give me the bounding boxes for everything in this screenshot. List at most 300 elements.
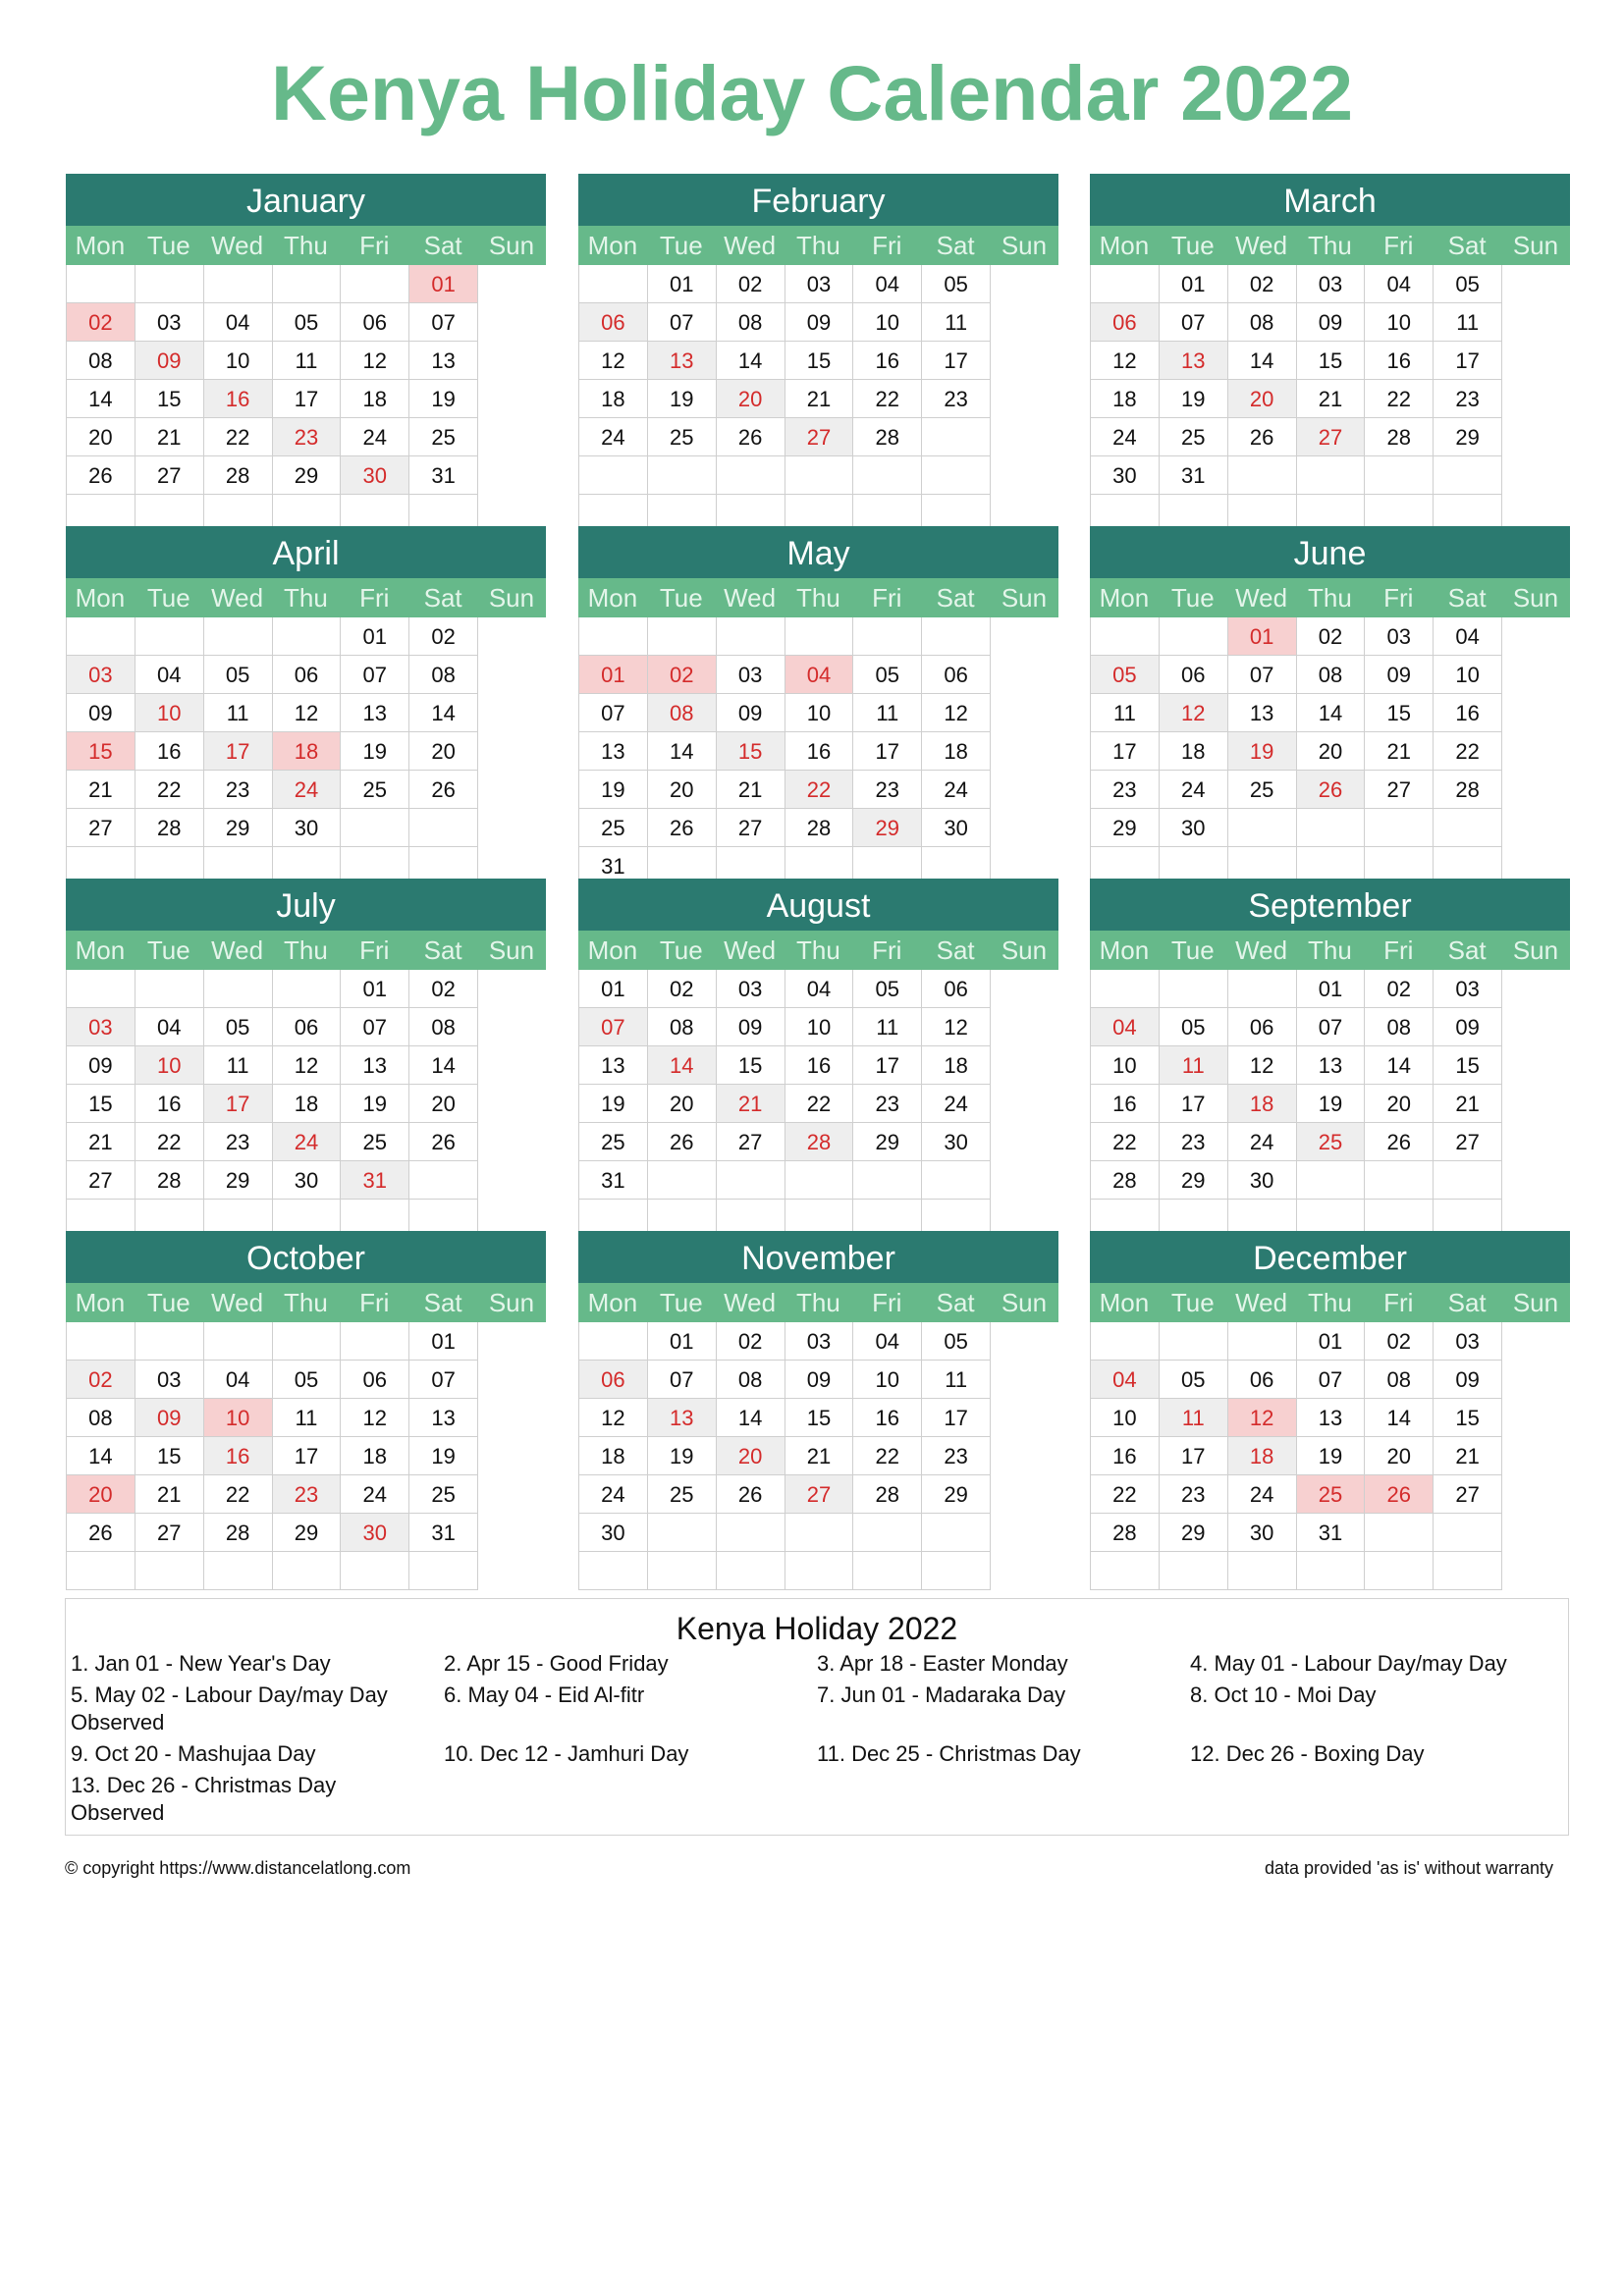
day-cell: 16 [1365,342,1434,380]
day-cell: 01 [409,265,478,303]
day-cell: 06 [273,1008,342,1046]
day-cell: 02 [67,1361,135,1399]
day-cell: 20 [1365,1437,1434,1475]
day-cell: 29 [204,1161,273,1200]
day-cell: 13 [341,694,409,732]
empty-day-cell [785,617,854,656]
empty-day-cell [1365,1161,1434,1200]
day-cell: 18 [341,1437,409,1475]
day-cell: 14 [1365,1399,1434,1437]
empty-day-cell [1228,1552,1297,1590]
day-grid [1090,265,1570,533]
weekday-label: Thu [1308,1288,1352,1317]
empty-day-cell [1091,617,1160,656]
day-cell: 29 [1160,1514,1228,1552]
weekday-label: Wed [1235,583,1288,613]
day-cell: 11 [853,1008,922,1046]
empty-day-cell [135,265,204,303]
day-cell: 06 [1091,303,1160,342]
empty-day-cell [1365,809,1434,847]
empty-day-cell [1434,1161,1502,1200]
day-cell: 06 [579,1361,648,1399]
empty-day-cell [1228,970,1297,1008]
day-cell: 06 [341,303,409,342]
weekday-label: Wed [1235,231,1288,260]
day-cell: 29 [273,1514,342,1552]
day-cell: 08 [1228,303,1297,342]
day-cell: 16 [785,1046,854,1085]
month-name: June [1090,526,1570,578]
day-cell: 05 [1434,265,1502,303]
day-cell: 09 [1297,303,1366,342]
day-cell: 24 [273,1123,342,1161]
day-cell: 28 [1434,771,1502,809]
day-cell: 19 [579,1085,648,1123]
empty-day-cell [922,1514,991,1552]
weekday-header [66,578,546,617]
empty-day-cell [1160,970,1228,1008]
day-cell: 10 [204,342,273,380]
day-cell: 08 [717,303,785,342]
day-cell: 24 [1228,1123,1297,1161]
day-cell: 03 [1365,617,1434,656]
day-cell: 19 [648,380,717,418]
day-cell: 08 [1365,1008,1434,1046]
day-cell: 30 [922,809,991,847]
empty-day-cell [1160,1552,1228,1590]
day-cell: 07 [579,694,648,732]
day-cell: 13 [648,1399,717,1437]
day-cell: 26 [409,1123,478,1161]
day-cell: 12 [1160,694,1228,732]
month-april [66,526,546,885]
day-cell: 17 [853,1046,922,1085]
holiday-list-panel [65,1598,1569,1836]
day-cell: 20 [648,771,717,809]
day-cell: 27 [1297,418,1366,456]
day-cell: 06 [273,656,342,694]
day-cell: 01 [579,656,648,694]
day-cell: 10 [135,694,204,732]
weekday-label: Sun [1512,1288,1559,1317]
day-cell: 07 [1297,1008,1366,1046]
day-cell: 01 [341,617,409,656]
day-cell: 22 [853,1437,922,1475]
day-cell: 20 [717,380,785,418]
day-cell: 22 [1091,1123,1160,1161]
day-cell: 12 [1091,342,1160,380]
day-cell: 18 [1228,1437,1297,1475]
day-cell: 06 [1228,1008,1297,1046]
weekday-label: Tue [146,231,190,260]
day-cell: 02 [67,303,135,342]
weekday-label: Wed [211,583,264,613]
day-cell: 02 [1228,265,1297,303]
day-cell: 01 [409,1322,478,1361]
day-cell: 05 [273,303,342,342]
weekday-label: Sun [1512,583,1559,613]
day-cell: 16 [204,380,273,418]
day-cell: 26 [409,771,478,809]
weekday-label: Thu [1308,935,1352,965]
weekday-label: Sun [1512,935,1559,965]
day-cell: 21 [717,771,785,809]
day-cell: 22 [204,418,273,456]
day-cell: 04 [1091,1008,1160,1046]
weekday-label: Mon [587,583,638,613]
weekday-header [578,931,1058,970]
day-cell: 03 [135,303,204,342]
day-cell: 07 [409,1361,478,1399]
weekday-header [66,1283,546,1322]
day-cell: 07 [1297,1361,1366,1399]
day-cell: 16 [135,732,204,771]
month-january [66,174,546,533]
day-cell: 03 [785,1322,854,1361]
empty-day-cell [1434,809,1502,847]
day-cell: 25 [1228,771,1297,809]
weekday-label: Fri [1383,231,1414,260]
day-cell: 31 [341,1161,409,1200]
day-cell: 09 [717,694,785,732]
day-cell: 28 [204,456,273,495]
day-cell: 16 [1434,694,1502,732]
day-cell: 24 [1091,418,1160,456]
day-cell: 12 [579,342,648,380]
day-cell: 14 [717,342,785,380]
day-cell: 18 [579,1437,648,1475]
day-cell: 08 [67,1399,135,1437]
empty-day-cell [579,1552,648,1590]
month-november [578,1231,1058,1590]
month-name: April [66,526,546,578]
empty-day-cell [1365,1514,1434,1552]
weekday-label: Fri [872,1288,902,1317]
holiday-item: 4. May 01 - Labour Day/may Day [1190,1651,1507,1676]
weekday-label: Mon [587,935,638,965]
empty-day-cell [204,1322,273,1361]
day-cell: 23 [922,380,991,418]
day-cell: 04 [204,1361,273,1399]
day-cell: 30 [1228,1514,1297,1552]
weekday-label: Thu [796,583,840,613]
weekday-label: Sat [1447,583,1487,613]
day-cell: 28 [853,418,922,456]
day-cell: 13 [1297,1399,1366,1437]
weekday-label: Tue [1170,583,1215,613]
day-cell: 20 [409,732,478,771]
day-cell: 06 [922,656,991,694]
day-cell: 16 [853,1399,922,1437]
day-cell: 31 [409,456,478,495]
weekday-label: Sun [1001,1288,1048,1317]
weekday-label: Sat [1447,935,1487,965]
weekday-label: Sat [423,231,462,260]
day-cell: 03 [67,656,135,694]
day-cell: 27 [135,1514,204,1552]
day-cell: 09 [1434,1361,1502,1399]
day-cell: 22 [1091,1475,1160,1514]
day-cell: 21 [135,1475,204,1514]
day-cell: 02 [409,617,478,656]
day-cell: 08 [409,1008,478,1046]
day-cell: 10 [785,694,854,732]
empty-day-cell [1091,1552,1160,1590]
empty-day-cell [648,1161,717,1200]
day-cell: 06 [579,303,648,342]
day-cell: 23 [853,1085,922,1123]
day-cell: 13 [579,732,648,771]
weekday-label: Tue [659,231,703,260]
day-grid [1090,970,1570,1238]
weekday-label: Wed [211,1288,264,1317]
empty-day-cell [1434,456,1502,495]
weekday-label: Fri [1383,935,1414,965]
day-cell: 18 [1228,1085,1297,1123]
empty-day-cell [273,1322,342,1361]
day-cell: 15 [67,732,135,771]
empty-day-cell [204,265,273,303]
day-cell: 17 [1160,1085,1228,1123]
weekday-label: Fri [359,583,390,613]
day-cell: 18 [1160,732,1228,771]
day-cell: 08 [1365,1361,1434,1399]
day-cell: 25 [579,809,648,847]
empty-day-cell [648,1514,717,1552]
page-title: Kenya Holiday Calendar 2022 [270,49,1354,136]
month-name: March [1090,174,1570,226]
day-cell: 24 [341,418,409,456]
weekday-label: Tue [1170,935,1215,965]
weekday-label: Mon [75,935,126,965]
day-cell: 05 [1160,1008,1228,1046]
day-cell: 01 [1228,617,1297,656]
day-cell: 22 [853,380,922,418]
weekday-label: Wed [724,935,777,965]
day-cell: 11 [204,1046,273,1085]
day-cell: 28 [1091,1514,1160,1552]
day-cell: 30 [1091,456,1160,495]
empty-day-cell [853,617,922,656]
empty-day-cell [1297,456,1366,495]
day-cell: 12 [1228,1399,1297,1437]
day-cell: 02 [648,970,717,1008]
disclaimer-text: data provided 'as is' without warranty [1264,1858,1553,1878]
day-cell: 12 [922,694,991,732]
day-cell: 09 [135,1399,204,1437]
day-cell: 01 [648,1322,717,1361]
day-cell: 07 [409,303,478,342]
day-cell: 03 [1434,970,1502,1008]
day-cell: 17 [853,732,922,771]
empty-day-cell [1365,1552,1434,1590]
day-cell: 05 [853,970,922,1008]
day-cell: 03 [1434,1322,1502,1361]
empty-day-cell [1228,809,1297,847]
weekday-label: Fri [1383,583,1414,613]
empty-day-cell [648,617,717,656]
day-cell: 13 [1297,1046,1366,1085]
day-cell: 17 [204,1085,273,1123]
day-cell: 18 [922,1046,991,1085]
day-cell: 25 [409,418,478,456]
month-december [1090,1231,1570,1590]
day-cell: 13 [409,1399,478,1437]
weekday-label: Fri [872,231,902,260]
day-cell: 30 [579,1514,648,1552]
empty-day-cell [785,1552,854,1590]
day-cell: 05 [1091,656,1160,694]
day-cell: 04 [135,1008,204,1046]
day-cell: 09 [67,694,135,732]
day-grid [1090,617,1570,885]
day-cell: 10 [135,1046,204,1085]
empty-day-cell [135,970,204,1008]
empty-day-cell [135,617,204,656]
day-cell: 18 [341,380,409,418]
copyright-text: © copyright https://www.distancelatlong.com [65,1858,411,1878]
empty-day-cell [67,1552,135,1590]
weekday-label: Sun [1001,231,1048,260]
empty-day-cell [922,1552,991,1590]
day-cell: 20 [67,418,135,456]
day-cell: 10 [204,1399,273,1437]
day-cell: 05 [853,656,922,694]
weekday-header [1090,226,1570,265]
weekday-label: Wed [724,1288,777,1317]
day-cell: 20 [409,1085,478,1123]
month-june [1090,526,1570,885]
empty-day-cell [579,456,648,495]
day-cell: 08 [409,656,478,694]
day-cell: 28 [1365,418,1434,456]
day-cell: 01 [1160,265,1228,303]
empty-day-cell [922,1161,991,1200]
empty-day-cell [341,265,409,303]
weekday-label: Mon [587,1288,638,1317]
day-cell: 16 [204,1437,273,1475]
day-cell: 13 [1228,694,1297,732]
day-cell: 26 [1365,1123,1434,1161]
day-cell: 31 [1297,1514,1366,1552]
day-cell: 31 [409,1514,478,1552]
weekday-header [578,578,1058,617]
day-cell: 22 [135,771,204,809]
day-grid [578,617,1058,885]
day-cell: 22 [785,1085,854,1123]
empty-day-cell [1297,809,1366,847]
day-cell: 15 [1434,1399,1502,1437]
empty-day-cell [648,456,717,495]
empty-day-cell [341,1552,409,1590]
month-name: October [66,1231,546,1283]
empty-day-cell [1228,456,1297,495]
weekday-label: Fri [1383,1288,1414,1317]
day-cell: 05 [204,656,273,694]
day-cell: 07 [579,1008,648,1046]
day-cell: 12 [579,1399,648,1437]
empty-day-cell [273,1552,342,1590]
day-cell: 15 [785,1399,854,1437]
holiday-list [71,1650,1563,1827]
day-cell: 05 [204,1008,273,1046]
weekday-label: Thu [796,231,840,260]
day-cell: 02 [1297,617,1366,656]
day-cell: 04 [1434,617,1502,656]
day-cell: 08 [648,694,717,732]
month-name: September [1090,879,1570,931]
weekday-label: Sun [488,935,535,965]
weekday-label: Mon [1099,935,1150,965]
weekday-header [1090,931,1570,970]
day-cell: 05 [1160,1361,1228,1399]
day-cell: 11 [1160,1399,1228,1437]
empty-day-cell [922,617,991,656]
day-cell: 02 [1365,970,1434,1008]
day-cell: 19 [341,1085,409,1123]
day-cell: 02 [409,970,478,1008]
day-cell: 26 [648,1123,717,1161]
weekday-label: Thu [284,935,328,965]
holiday-item: 6. May 04 - Eid Al-fitr [444,1682,645,1707]
day-cell: 25 [409,1475,478,1514]
day-cell: 27 [135,456,204,495]
day-cell: 02 [648,656,717,694]
day-cell: 23 [273,418,342,456]
day-cell: 04 [853,1322,922,1361]
day-cell: 12 [341,1399,409,1437]
empty-day-cell [67,617,135,656]
empty-day-cell [1091,265,1160,303]
day-cell: 29 [1091,809,1160,847]
day-cell: 05 [273,1361,342,1399]
day-cell: 15 [1365,694,1434,732]
day-cell: 19 [1297,1085,1366,1123]
day-cell: 09 [785,1361,854,1399]
empty-day-cell [409,1552,478,1590]
weekday-label: Fri [359,231,390,260]
empty-day-cell [341,1322,409,1361]
day-cell: 27 [67,1161,135,1200]
day-cell: 03 [135,1361,204,1399]
day-cell: 29 [1160,1161,1228,1200]
day-cell: 17 [1434,342,1502,380]
day-cell: 07 [341,656,409,694]
weekday-label: Thu [284,583,328,613]
day-cell: 28 [204,1514,273,1552]
day-cell: 26 [1228,418,1297,456]
empty-day-cell [204,617,273,656]
weekday-label: Fri [359,935,390,965]
day-cell: 25 [648,1475,717,1514]
month-august [578,879,1058,1238]
holiday-item: 13. Dec 26 - Christmas Day Observed [71,1773,337,1825]
day-cell: 01 [341,970,409,1008]
day-cell: 11 [1091,694,1160,732]
day-cell: 01 [648,265,717,303]
weekday-label: Sun [1001,935,1048,965]
day-cell: 16 [853,342,922,380]
weekday-label: Tue [659,1288,703,1317]
day-grid [66,970,546,1238]
day-grid [578,970,1058,1238]
weekday-label: Sat [423,583,462,613]
day-cell: 23 [1160,1475,1228,1514]
day-cell: 25 [1297,1475,1366,1514]
weekday-label: Thu [284,231,328,260]
day-cell: 17 [922,1399,991,1437]
holiday-item: 9. Oct 20 - Mashujaa Day [71,1741,316,1766]
